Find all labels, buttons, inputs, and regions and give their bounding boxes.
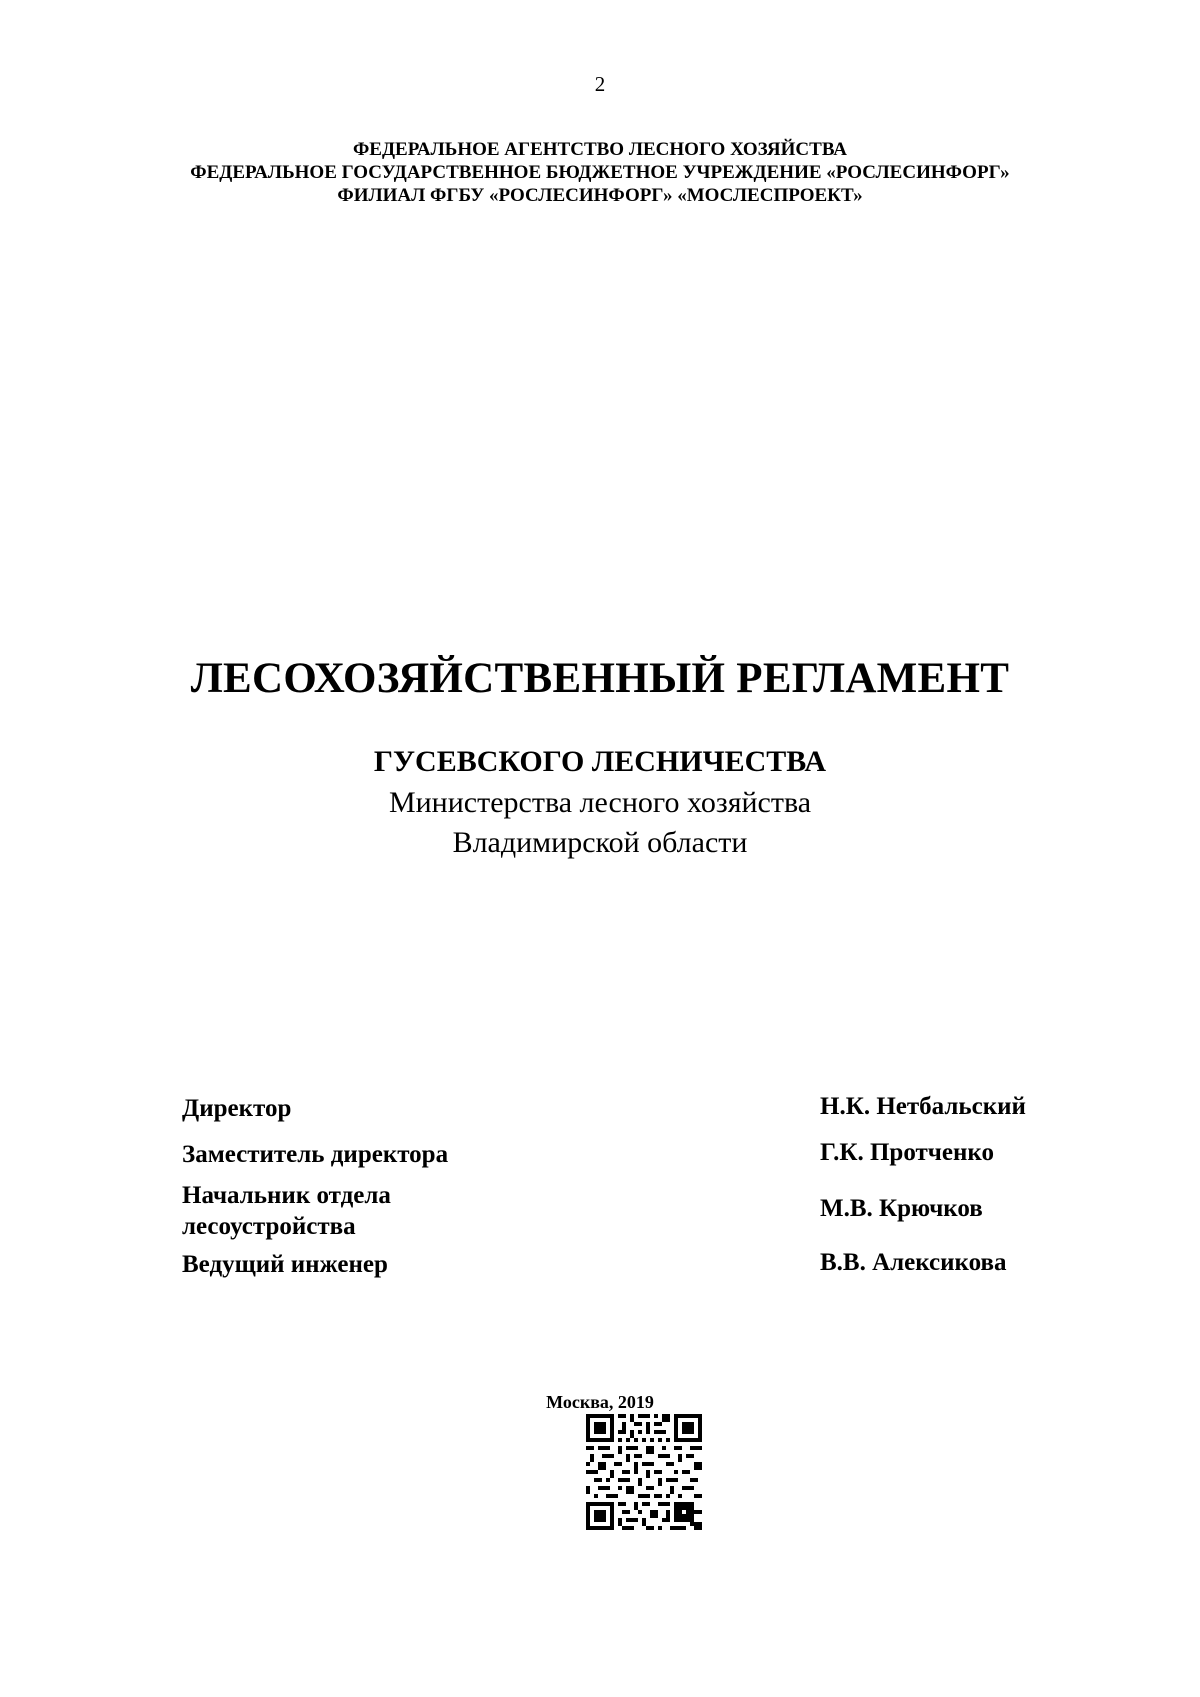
staff-role: Заместитель директора: [182, 1141, 449, 1168]
city-year: Москва, 2019: [546, 1392, 654, 1412]
staff-role-line2: лесоустройства: [182, 1213, 356, 1240]
staff-role: Директор: [182, 1095, 292, 1122]
agency-name: ФЕДЕРАЛЬНОЕ АГЕНТСТВО ЛЕСНОГО ХОЗЯЙСТВА: [352, 139, 848, 160]
qr-code-icon: [586, 1414, 702, 1530]
organization-header: [0, 138, 1200, 207]
document-title: ЛЕСОХОЗЯЙСТВЕННЫЙ РЕГЛАМЕНТ: [190, 655, 1010, 702]
staff-name: М.В. Крючков: [820, 1195, 983, 1222]
document-subtitle: ГУСЕВСКОГО ЛЕСНИЧЕСТВА: [373, 745, 827, 778]
branch-name: ФИЛИАЛ ФГБУ «РОСЛЕСИНФОРГ» «МОСЛЕСПРОЕКТ»: [337, 185, 863, 206]
institution-name: ФЕДЕРАЛЬНОЕ ГОСУДАРСТВЕННОЕ БЮДЖЕТНОЕ УЧРЕЖДЕНИЕ «РОСЛЕСИНФОРГ»: [190, 162, 1010, 183]
staff-role-line1: Начальник отдела: [182, 1182, 391, 1209]
page-number: 2: [594, 72, 606, 96]
region-line: Владимирской области: [452, 826, 748, 859]
staff-name: Н.К. Нетбальский: [820, 1093, 1026, 1120]
staff-name: Г.К. Протченко: [820, 1139, 994, 1166]
ministry-line: Министерства лесного хозяйства: [388, 786, 812, 819]
staff-name: В.В. Алексикова: [820, 1249, 1007, 1276]
staff-role: Ведущий инженер: [182, 1251, 388, 1278]
